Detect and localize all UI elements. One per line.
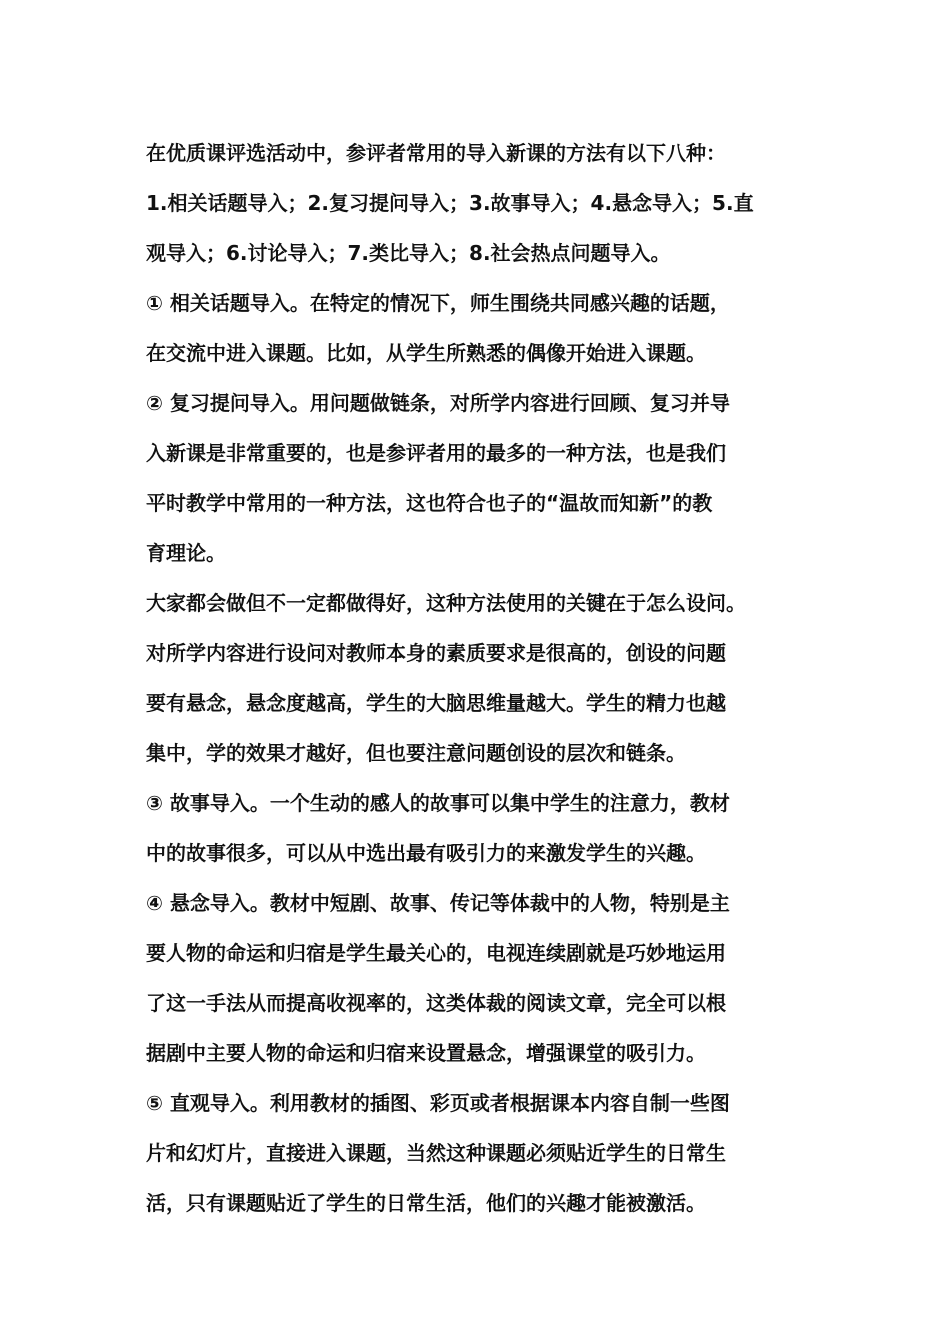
method-list-line: 观导入；6.讨论导入；7.类比导入；8.社会热点问题导入。: [146, 241, 671, 265]
body-text: [146, 128, 846, 1228]
method-4-line: 据剧中主要人物的命运和归宿来设置悬念，增强课堂的吸引力。: [146, 1041, 706, 1065]
method-5-line: 片和幻灯片，直接进入课题，当然这种课题必须贴近学生的日常生: [146, 1141, 726, 1165]
intro-line: 在优质课评选活动中，参评者常用的导入新课的方法有以下八种：: [146, 141, 726, 165]
method-4-line: 要人物的命运和归宿是学生最关心的，电视连续剧就是巧妙地运用: [146, 941, 726, 965]
method-4-line: 了这一手法从而提高收视率的，这类体裁的阅读文章，完全可以根: [146, 991, 726, 1015]
method-2-detail-line: 要有悬念，悬念度越高，学生的大脑思维量越大。学生的精力也越: [146, 691, 726, 715]
method-3-line: 中的故事很多，可以从中选出最有吸引力的来激发学生的兴趣。: [146, 841, 706, 865]
method-2-line: 入新课是非常重要的，也是参评者用的最多的一种方法，也是我们: [146, 441, 726, 465]
method-list-line: 1.相关话题导入；2.复习提问导入；3.故事导入；4.悬念导入；5.直: [146, 191, 754, 215]
method-1-line: ① 相关话题导入。在特定的情况下，师生围绕共同感兴趣的话题，: [146, 291, 730, 315]
method-5-line: ⑤ 直观导入。利用教材的插图、彩页或者根据课本内容自制一些图: [146, 1091, 730, 1115]
method-2-line: ② 复习提问导入。用问题做链条，对所学内容进行回顾、复习并导: [146, 391, 730, 415]
method-2-detail-line: 大家都会做但不一定都做得好，这种方法使用的关键在于怎么设问。: [146, 591, 746, 615]
method-3-line: ③ 故事导入。一个生动的感人的故事可以集中学生的注意力，教材: [146, 791, 730, 815]
method-1-line: 在交流中进入课题。比如，从学生所熟悉的偶像开始进入课题。: [146, 341, 706, 365]
method-4-line: ④ 悬念导入。教材中短剧、故事、传记等体裁中的人物，特别是主: [146, 891, 730, 915]
method-2-detail-line: 集中，学的效果才越好，但也要注意问题创设的层次和链条。: [146, 741, 686, 765]
method-5-line: 活，只有课题贴近了学生的日常生活，他们的兴趣才能被激活。: [146, 1191, 706, 1215]
method-2-line: 育理论。: [146, 541, 226, 565]
method-2-line: 平时教学中常用的一种方法，这也符合也子的“温故而知新”的教: [146, 491, 713, 515]
method-2-detail-line: 对所学内容进行设问对教师本身的素质要求是很高的，创设的问题: [146, 641, 726, 665]
